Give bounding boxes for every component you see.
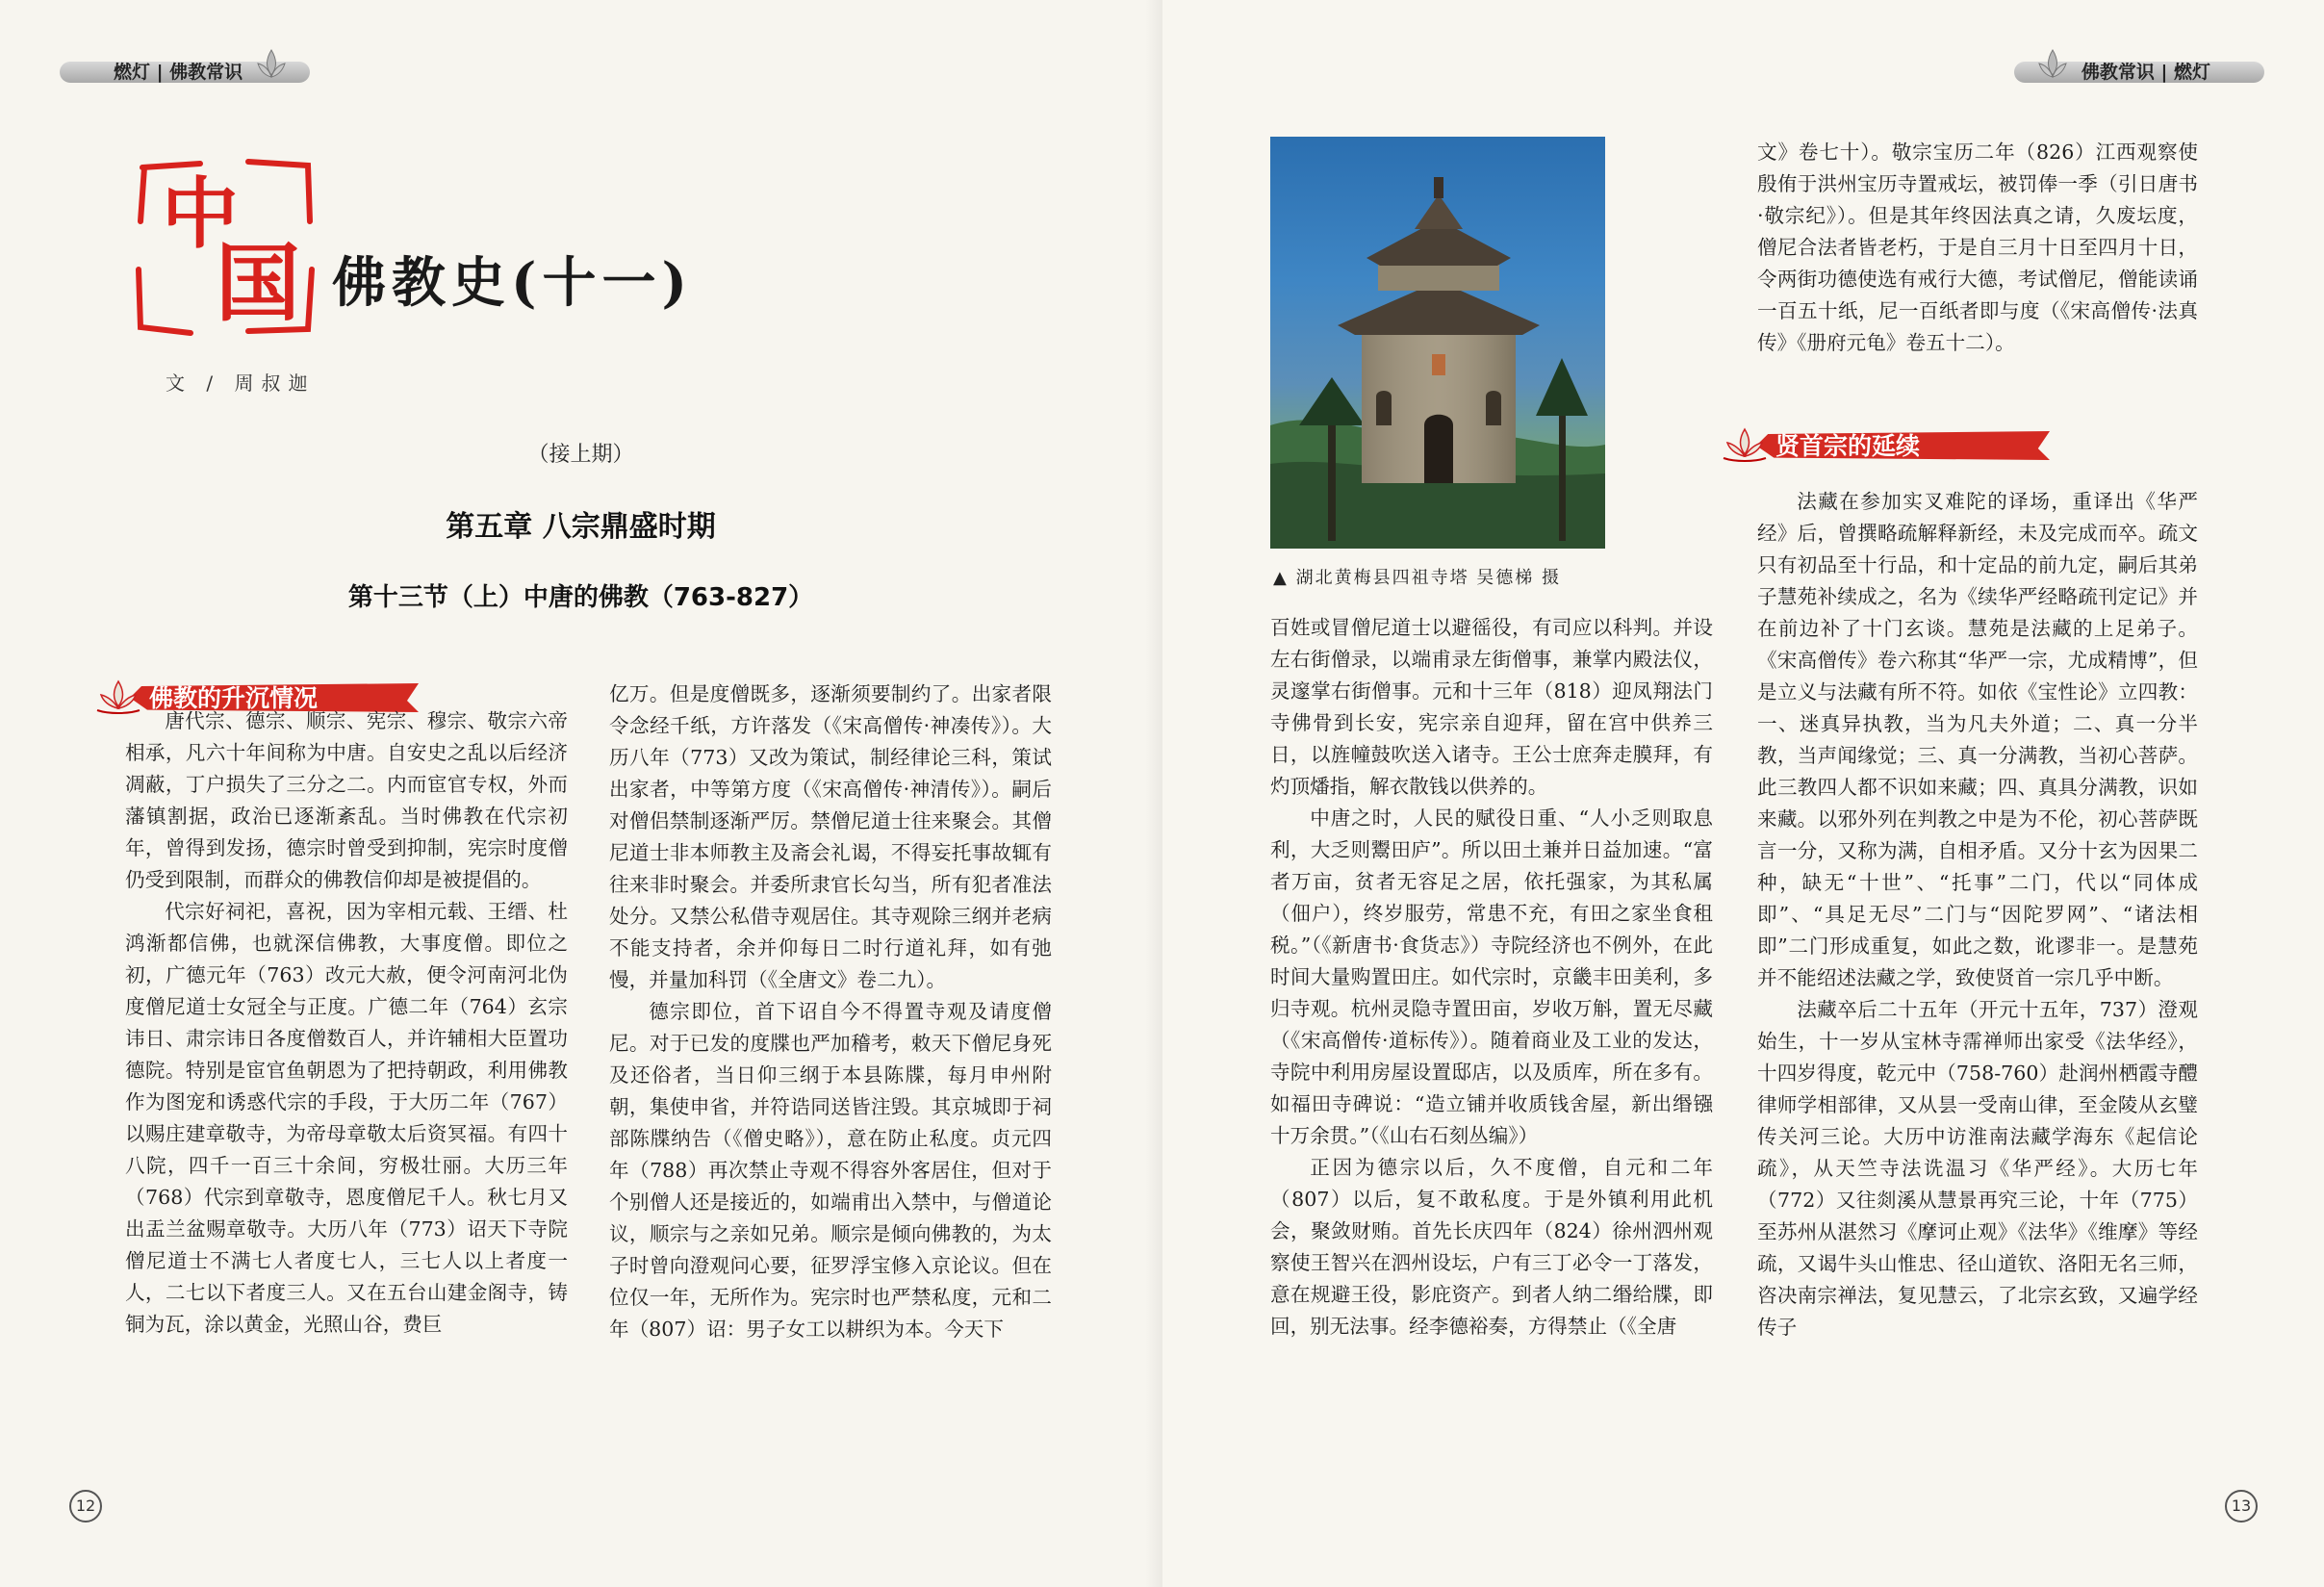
paragraph: 正因为德宗以后，久不度僧，自元和二年（807）以后，复不敢私度。于是外镇利用此机会，聚敛财贿。首先长庆四年（824）徐州泗州观察使王智兴在泗州设坛，户有三丁必令一丁落发，意在规避王役，影庇资产。到者人纳二缗给牒，即回，别无法事。经李德裕奏，方得禁止（《全唐 (1270, 1156, 1713, 1338)
banner-title: 佛教的升沉情况 (149, 684, 319, 712)
text-column-5 (1757, 486, 2198, 1344)
chapter-heading: 第五章 八宗鼎盛时期 (446, 510, 716, 544)
article-title: 佛教史(十一) (332, 251, 693, 315)
running-head-left (60, 58, 310, 87)
running-head-right (2014, 58, 2264, 87)
page-number-left: 12 (69, 1490, 102, 1523)
text-column-2 (609, 678, 1052, 1345)
paragraph: 文》卷七十）。敬宗宝历二年（826）江西观察使殷侑于洪州宝历寺置戒坛，被罚俸一季（引日唐书·敬宗纪》）。但是其年终因法真之请，久废坛度，僧尼合法者皆老朽，于是自三月十日至四月十日，令两街功德使选有戒行大德，考试僧尼，僧能读诵一百五十纸，尼一百纸者即与度（《宋高僧传·法真传》《册府元龟》卷五十二）。 (1757, 141, 2198, 354)
paragraph: 唐代宗、德宗、顺宗、宪宗、穆宗、敬宗六帝相承，凡六十年间称为中唐。自安史之乱以后经济凋蔽，丁户损失了三分之二。内而宦官专权，外而藩镇割据，政治已逐渐紊乱。当时佛教在代宗初年，曾得到发扬，德宗时曾受到抑制，宪宗时度僧仍受到限制，而群众的佛教信仰却是被提倡的。 (125, 709, 568, 891)
paragraph: 中唐之时，人民的赋役日重、“人小乏则取息利，大乏则鬻田庐”。所以田土兼并日益加速。“富者万亩，贫者无容足之居，依托强家，为其私属（佃户），终岁服劳，常患不充，有田之家坐食租税。”（《新唐书·食货志》）寺院经济也不例外，在此时间大量购置田庄。如代宗时，京畿丰田美利，多归寺观。杭州灵隐寺置田亩，岁收万斛，置无尽藏（《宋高僧传·道标传》）。随着商业及工业的发达，寺院中利用房屋设置邸店，以及质库，所在多有。如福田寺碑说：“造立铺并收质钱舍屋，新出缗镪十万余贯。”（《山右石刻丛编》） (1270, 806, 1713, 1147)
pagoda-photo (1270, 137, 1605, 549)
title-seal (133, 154, 316, 337)
seal-char-1: 中 (162, 168, 239, 259)
section-banner-2 (1718, 423, 2050, 466)
section-heading: 第十三节（上）中唐的佛教（763-827） (347, 583, 814, 612)
lotus-icon (1718, 423, 1772, 466)
paragraph: 亿万。但是度僧既多，逐渐须要制约了。出家者限令念经千纸，方许落发（《宋高僧传·神凑传》）。大历八年（773）又改为策试，制经律论三科，策试出家者，中等第方度（《宋高僧传·神清传》）。嗣后对僧侣禁制逐渐严厉。禁僧尼道士往来聚会。其僧尼道士非本师教主及斋会礼谒，不得妄托事故辄有往来非时聚会。并委所隶官长勾当，所有犯者准法处分。又禁公私借寺观居住。其寺观除三纲并老病不能支持者，余并仰每日二时行道礼拜，如有弛慢，并量加科罚（《全唐文》卷二九）。 (609, 682, 1052, 991)
text-column-1 (125, 705, 568, 1341)
page-number-right: 13 (2225, 1490, 2258, 1523)
pagoda-illustration (1270, 137, 1605, 549)
running-head-text: 燃灯 | 佛教常识 (114, 62, 243, 83)
paragraph: 代宗好祠祀，喜祝，因为宰相元载、王缙、杜鸿渐都信佛，也就深信佛教，大事度僧。即位之初，广德元年（763）改元大赦，便令河南河北伪度僧尼道士女冠全与正度。广德二年（764）玄宗讳日、肃宗讳日各度僧数百人，并许辅相大臣置功德院。特别是宦官鱼朝恩为了把持朝政，利用佛教作为图宠和诱惑代宗的手段，于大历二年（767）以赐庄建章敬寺，为帝母章敬太后资冥福。有四十八院，四千一百三十余间，穷极壮丽。大历三年（768）代宗到章敬寺，恩度僧尼千人。秋七月又出盂兰盆赐章敬寺。大历八年（773）诏天下寺院僧尼道士不满七人者度七人，三七人以上者度一人，二七以下者度三人。又在五台山建金阁寺，铸铜为瓦，涂以黄金，光照山谷，费巨 (125, 900, 568, 1336)
seal-char-2: 国 (216, 233, 301, 333)
lotus-ornament-icon (2033, 46, 2072, 85)
banner-title: 贤首宗的延续 (1775, 432, 1921, 460)
text-column-3 (1270, 612, 1713, 1343)
author-byline: 文 / 周叔迦 (166, 371, 316, 395)
paragraph: 德宗即位，首下诏自今不得置寺观及请度僧尼。对于已发的度牒也严加稽考，敕天下僧尼身死及还俗者，当日仰三纲于本县陈牒，每月申州附朝，集使申省，并符诰同送皆注毁。其京城即于祠部陈牒纳告（《僧史略》），意在防止私度。贞元四年（788）再次禁止寺观不得容外客居住，但对于个别僧人还是接近的，如端甫出入禁中，与僧道论议，顺宗与之亲如兄弟。顺宗是倾向佛教的，为太子时曾向澄观问心要，征罗浮宝修入京论议。但在位仅一年，无所作为。宪宗时也严禁私度，元和二年（807）诏：男子女工以耕织为本。今天下 (609, 1000, 1052, 1341)
lotus-ornament-icon (252, 46, 291, 85)
photo-caption: ▲ 湖北黄梅县四祖寺塔 吴德梯 摄 (1273, 568, 1562, 588)
continued-note: （接上期） (527, 443, 634, 467)
text-column-4 (1757, 137, 2198, 359)
paragraph: 法藏在参加实叉难陀的译场，重译出《华严经》后，曾撰略疏解释新经，未及完成而卒。疏文只有初品至十行品，和十定品的前九定，嗣后其弟子慧苑补续成之，名为《续华严经略疏刊定记》并在前边补了十门玄谈。慧苑是法藏的上足弟子。《宋高僧传》卷六称其“华严一宗，尤成精博”，但是立义与法藏有所不符。如依《宝性论》立四教：一、迷真异执教，当为凡夫外道；二、真一分半教，当声闻缘觉；三、真一分满教，当初心菩萨。此三教四人都不识如来藏；四、真具分满教，识如来藏。以邪外列在判教之中是为不伦，初心菩萨既言一分，又称为满，自相矛盾。又分十玄为因果二种，缺无“十世”、“托事”二门，代以“同体成即”、“具足无尽”二门与“因陀罗网”、“诸法相即”二门形成重复，如此之数，讹谬非一。是慧苑并不能绍述法藏之学，致使贤首一宗几乎中断。 (1757, 490, 2198, 989)
running-head-text: 佛教常识 | 燃灯 (2081, 62, 2210, 83)
paragraph: 法藏卒后二十五年（开元十五年，737）澄观始生，十一岁从宝林寺霈禅师出家受《法华经》，十四岁得度，乾元中（758-760）赴润州栖霞寺醴律师学相部律，又从昙一受南山律，至金陵从玄璧传关河三论。大历中访淮南法藏学海东《起信论疏》，从天竺寺法诜温习《华严经》。大历七年（772）又往剡溪从慧景再究三论，十年（775）至苏州从湛然习《摩诃止观》《法华》《维摩》等经疏，又谒牛头山惟忠、径山道钦、洛阳无名三师，咨决南宗禅法，复见慧云，了北宗玄致，又遍学经传子 (1757, 998, 2198, 1339)
paragraph: 百姓或冒僧尼道士以避徭役，有司应以科判。并设左右街僧录，以端甫录左街僧事，兼掌内殿法仪，灵邃掌右街僧事。元和十三年（818）迎凤翔法门寺佛骨到长安，宪宗亲自迎拜，留在宫中供养三日，以旌幢鼓吹送入诸寺。王公士庶奔走膜拜，有灼顶燔指，解衣散钱以供养的。 (1270, 616, 1713, 798)
